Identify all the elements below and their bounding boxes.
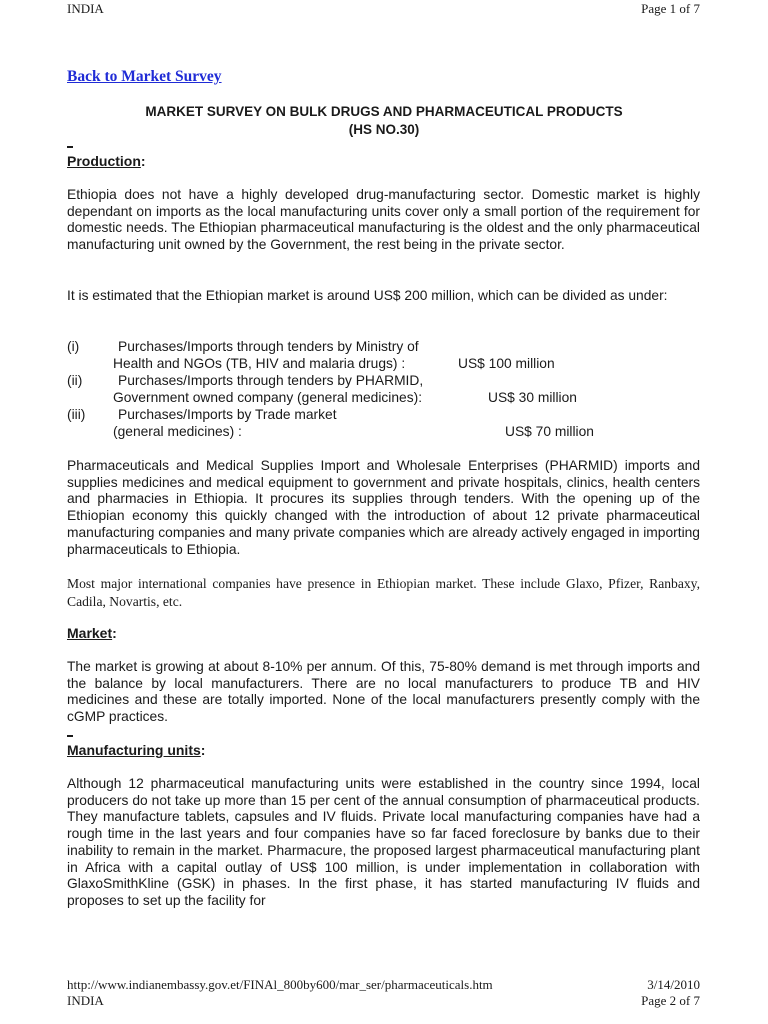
production-heading-text: Production xyxy=(67,153,141,169)
production-heading-colon: : xyxy=(140,153,146,169)
list-number-3: (iii) xyxy=(67,407,86,422)
list-item-2-amount: US$ 30 million xyxy=(488,390,577,405)
footer-url: http://www.indianembassy.gov.et/FINAl_800by600/mar_ser/pharmaceuticals.htm xyxy=(67,977,493,992)
manufacturing-units-heading xyxy=(67,742,205,758)
document-title-line1: MARKET SURVEY ON BULK DRUGS AND PHARMACEUTICAL PRODUCTS xyxy=(145,104,623,119)
production-heading xyxy=(67,153,146,169)
production-paragraph-1: Ethiopia does not have a highly developed drug-manufacturing sector. Domestic market is highly dependant on imports as the local manufacturing units cover only a small portion of the requirement for domestic needs. The Ethiopian pharmaceutical manufacturing is the oldest and the only pharmaceutical manufacturing unit owned by the Government, the rest being in the private sector. xyxy=(67,187,700,253)
list-item-3-line2: (general medicines) : xyxy=(113,424,242,439)
document-title-line2: (HS NO.30) xyxy=(348,122,420,137)
production-paragraph-2: It is estimated that the Ethiopian market is around US$ 200 million, which can be divided as under: xyxy=(67,288,668,303)
footer-left: INDIA xyxy=(67,993,104,1008)
market-heading-text: Market xyxy=(67,625,113,641)
list-item-1-amount: US$ 100 million xyxy=(458,356,555,371)
document-title xyxy=(0,103,768,139)
market-paragraph: The market is growing at about 8-10% per annum. Of this, 75-80% demand is met through imports and the balance by local manufacturers. There are no local manufacturers to produce TB and HIV medicines and these are totally imported. None of the local manufacturers presently comply with the cGMP practices. xyxy=(67,659,700,725)
list-number-1: (i) xyxy=(67,339,80,354)
heading-marker xyxy=(67,146,73,148)
list-item-3-line1: Purchases/Imports by Trade market xyxy=(118,407,337,422)
list-item-1-line2: Health and NGOs (TB, HIV and malaria drugs) : xyxy=(113,356,406,371)
list-item-2-line1: Purchases/Imports through tenders by PHARMID, xyxy=(118,373,424,388)
list-item-3-amount: US$ 70 million xyxy=(505,424,594,439)
manufacturing-units-paragraph: Although 12 pharmaceutical manufacturing units were established in the country since 1994, local producers do not take up more than 15 per cent of the annual consumption of pharmaceutical products. They manufacture tablets, capsules and IV fluids. Private local manufacturing companies have had a rough time in the last years and four companies have so far faced foreclosure by banks due to their inability to remain in the market. Pharmacure, the proposed largest pharmaceutical manufacturing plant in Africa with a capital outlay of US$ 100 million, is under implementation in collaboration with GlaxoSmithKline (GSK) in phases. In the first phase, it has started manufacturing IV fluids and proposes to set up the facility for xyxy=(67,776,700,908)
list-number-2: (ii) xyxy=(67,373,83,388)
production-paragraph-3: Pharmaceuticals and Medical Supplies Import and Wholesale Enterprises (PHARMID) imports and supplies medicines and medical equipment to government and private hospitals, clinics, health centers and pharmacies in Ethiopia. It procures its supplies through tenders. With the opening up of the Ethiopian economy this quickly changed with the introduction of about 12 private pharmaceutical manufacturing companies and many private companies which are already actively engaged in importing pharmaceuticals to Ethiopia. xyxy=(67,458,700,557)
production-paragraph-4: Most major international companies have presence in Ethiopian market. These include Glaxo, Pfizer, Ranbaxy, Cadila, Novartis, etc. xyxy=(67,576,700,609)
manufacturing-units-heading-text: Manufacturing units xyxy=(67,742,201,758)
market-heading-colon: : xyxy=(112,625,117,641)
list-item-1-line1: Purchases/Imports through tenders by Ministry of xyxy=(118,339,419,354)
page-header-page-number: Page 1 of 7 xyxy=(641,1,700,16)
manufacturing-units-heading-colon: : xyxy=(200,742,206,758)
footer-date: 3/14/2010 xyxy=(647,977,700,992)
heading-marker xyxy=(67,735,73,737)
footer-page-number: Page 2 of 7 xyxy=(641,993,700,1008)
back-to-market-survey-link[interactable]: Back to Market Survey xyxy=(67,68,222,85)
list-item-2-line2: Government owned company (general medicines): xyxy=(113,390,423,405)
market-heading xyxy=(67,625,117,641)
page-header-left: INDIA xyxy=(67,1,104,16)
